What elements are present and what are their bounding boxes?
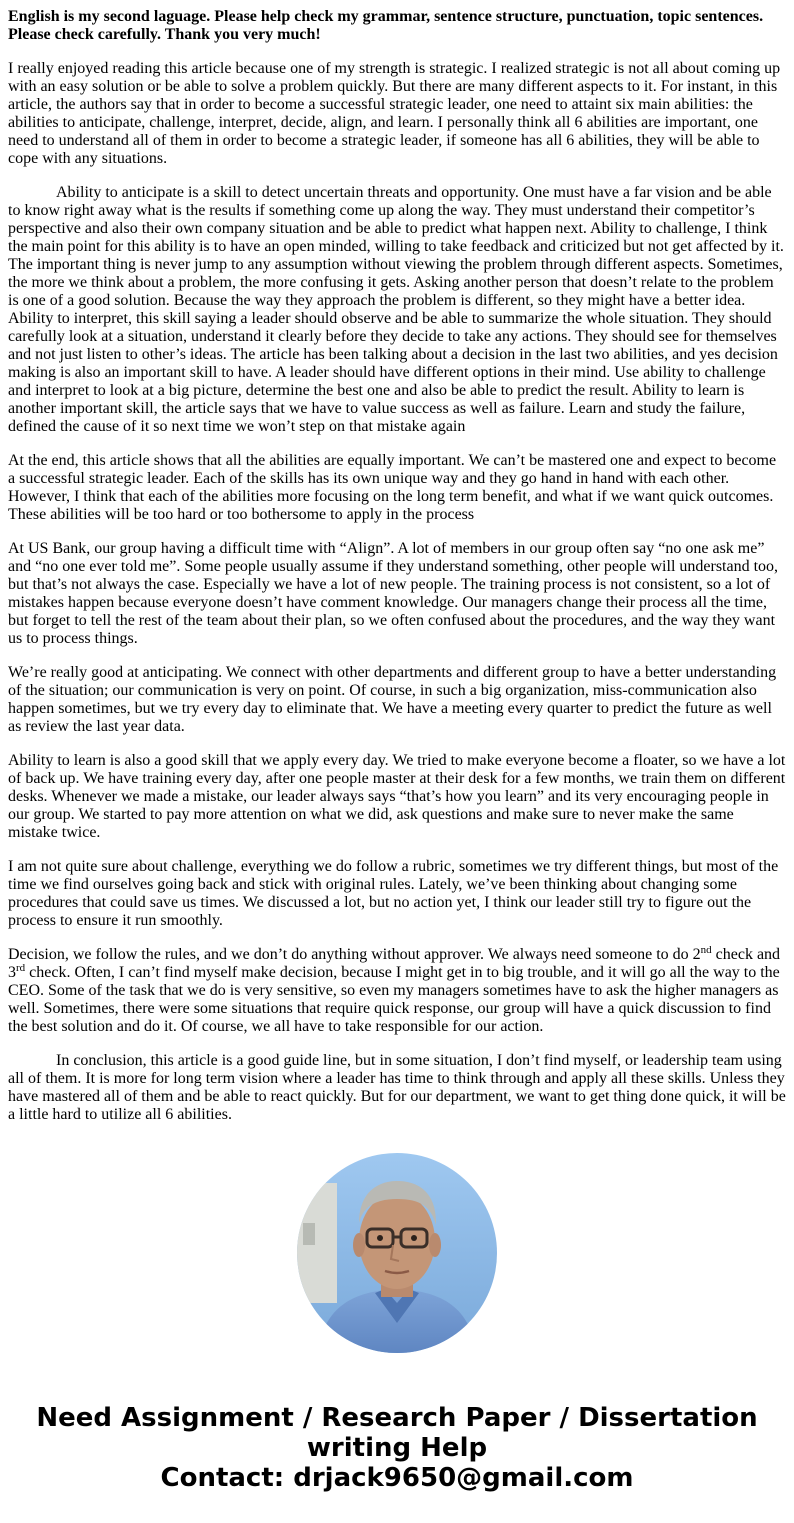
paragraph-decision [8,946,787,1036]
decision-text-c: check. Often, I can’t find myself make decision, because I might get in to big trouble, and it will go all the way to the CEO. Some of the task that we do is very sensitive, so even my managers sometimes have to ask the higher managers as well. Sometimes, there were some situations that require quick response, our group will have a quick discussion to find the best solution and do it. Of course, we all have to take responsible for our action. [8,964,780,1035]
promo-line-1: Need Assignment / Research Paper / Dissertation [36,1403,758,1433]
paragraph-align: At US Bank, our group having a difficult time with “Align”. A lot of members in our group often say “no one ask me” and “no one ever told me”. Some people usually assume if they understand something, other people will understand too, but that’s not always the case. Especially we have a lot of new people. The training process is not consistent, so a lot of mistakes happen because everyone doesn’t have comment knowledge. Our managers change their process all the time, but forget to tell the rest of the team about their plan, so we often confused about the procedures, and the way they want us to process things. [8,540,779,647]
avatar-portrait [297,1153,497,1353]
paragraph-conclusion: In conclusion, this article is a good guide line, but in some situation, I don’t find myself, or leadership team using all of them. It is more for long term vision where a leader has time to think through and apply all these skills. Unless they have mastered all of them and be able to react quickly. But for our department, we want to get thing done quick, it will be a little hard to utilize all 6 abilities. [8,1052,786,1122]
paragraph-challenge: I am not quite sure about challenge, everything we do follow a rubric, sometimes we try different things, but most of the time we find ourselves going back and stick with original rules. Lately, we’ve been thinking about changing some procedures that could save us times. We discussed a lot, but no action yet, I think our leader still try to figure out the process to ensure it run smoothly. [8,858,779,929]
ordinal-nd: nd [700,944,712,956]
paragraph-intro: I really enjoyed reading this article because one of my strength is strategic. I realized strategic is not all about coming up with an easy solution or be able to solve a problem quickly. But there are many different aspects to it. For instant, in this article, the authors say that in order to become a successful strategic leader, one need to attaint six main abilities: the abilities to anticipate, challenge, interpret, decide, align, and learn. I personally think all 6 abilities are important, one need to understand all of them in order to become a strategic leader, if someone has all 6 abilities, they will be able to cope with any situations. [8,60,781,167]
decision-text-b: check and 3 [8,946,781,981]
paragraph-learn: Ability to learn is also a good skill that we apply every day. We tried to make everyone become a floater, so we have a lot of back up. We have training every day, after one people master at their desk for a few months, we train them on different desks. Whenever we made a mistake, our leader always says “that’s how you learn” and its very encouraging people in our group. We started to pay more attention on what we did, ask questions and make sure to never make the same mistake twice. [8,752,786,841]
promo-banner [0,1403,794,1493]
paragraph-summary: At the end, this article shows that all the abilities are equally important. We can’t be mastered one and expect to become a successful strategic leader. Each of the skills has its own unique way and they go hand in hand with each other. However, I think that each of the abilities more focusing on the long term benefit, and what if we want quick outcomes. These abilities will be too hard or too bothersome to apply in the process [8,452,777,523]
ordinal-rd: rd [16,962,26,974]
request-heading: English is my second laguage. Please help check my grammar, sentence structure, punctuation, topic sentences. Please check carefully. Thank you very much! [8,8,764,43]
essay-document [8,8,787,1122]
promo-contact-line: Contact: drjack9650@gmail.com [160,1463,634,1493]
promo-line-2: writing Help [306,1433,488,1463]
paragraph-abilities: Ability to anticipate is a skill to detect uncertain threats and opportunity. One must have a far vision and be able to know right away what is the results if something come up along the way. They must understand their competitor’s perspective and also their own company situation and be able to predict what happen next. Ability to challenge, I think the main point for this ability is to have an open minded, willing to take feedback and criticized but not get affected by it. The important thing is never jump to any assumption without viewing the problem through different aspects. Sometimes, the more we think about a problem, the more confusing it gets. Asking another person that doesn’t relate to the problem is one of a good solution. Because the way they approach the problem is different, so they might have a better idea. Ability to interpret, this skill saying a leader should observe and be able to summarize the whole situation. They should carefully look at a situation, understand it clearly before they decide to take any actions. They should see for themselves and not just listen to other’s ideas. The article has been talking about a decision in the last two abilities, and yes decision making is also an important skill to have. A leader should have different options in their mind. Use ability to challenge and interpret to look at a big picture, determine the best one and also be able to predict the result. Ability to learn is another important skill, the article says that we have to value success as well as failure. Learn and study the failure, defined the cause of it so next time we won’t step on that mistake again [8,184,784,435]
avatar [297,1153,497,1353]
paragraph-anticipate: We’re really good at anticipating. We connect with other departments and different group to have a better understanding of the situation; our communication is very on point. Of course, in such a big organization, miss-communication also happen sometimes, but we try every day to eliminate that. We have a meeting every quarter to predict the future as well as review the last year data. [8,664,777,735]
decision-text-a: Decision, we follow the rules, and we don’t do anything without approver. We always need someone to do 2 [8,946,701,963]
